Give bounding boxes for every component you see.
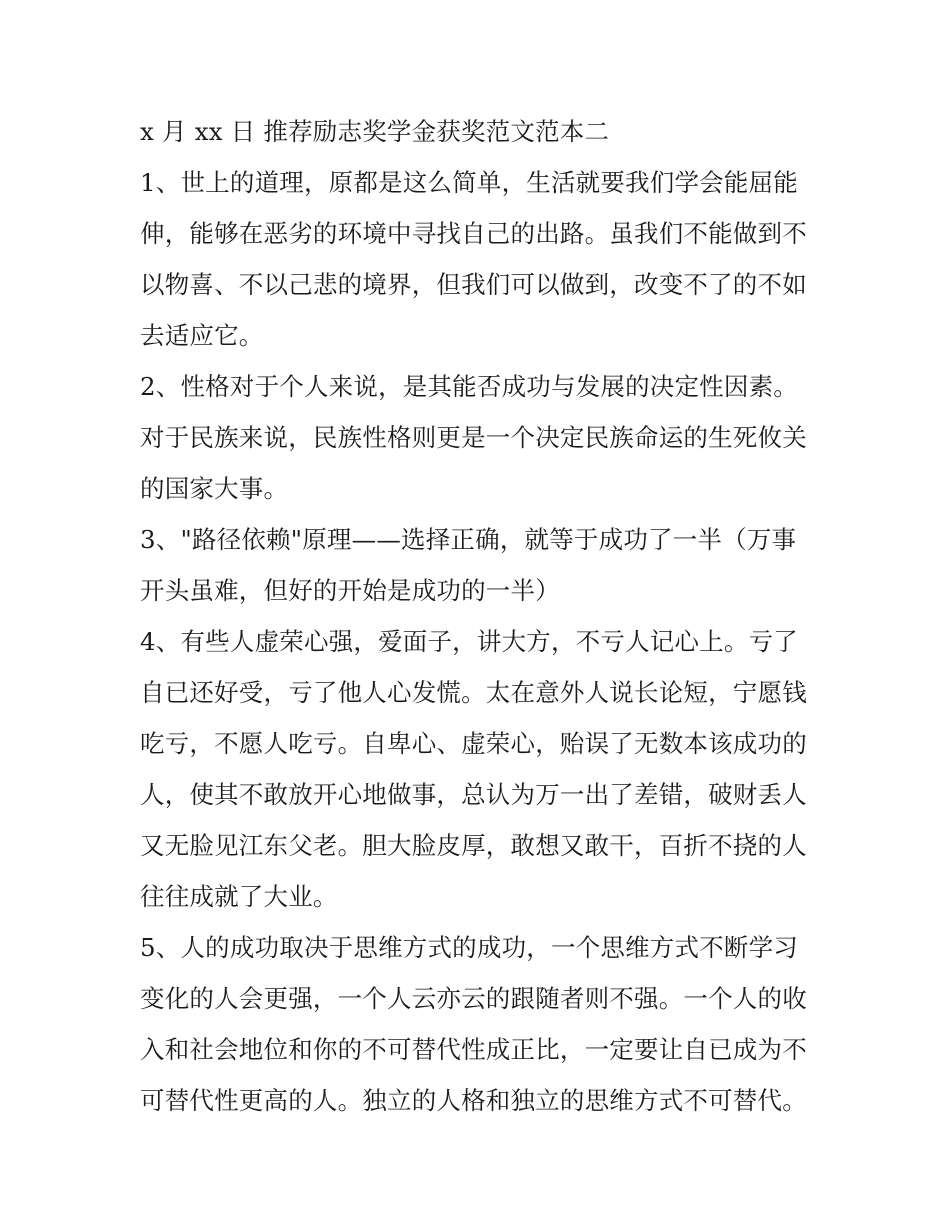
document-body	[140, 106, 820, 1126]
paragraph-2: 2、性格对于个人来说，是其能否成功与发展的决定性因素。对于民族来说，民族性格则更是一个决定民族命运的生死攸关的国家大事。	[140, 372, 807, 503]
document-title: x 月 xx 日 推荐励志奖学金获奖范文范本二	[140, 117, 610, 146]
paragraph-4: 4、有些人虚荣心强，爱面子，讲大方，不亏人记心上。亏了自已还好受，亏了他人心发慌。太在意外人说长论短，宁愿钱吃亏，不愿人吃亏。自卑心、虚荣心，贻误了无数本该成功的人，使其不敢放开心地做事，总认为万一出了差错，破财丢人又无脸见江东父老。胆大脸皮厚，敢想又敢干，百折不挠的人往往成就了大业。	[140, 627, 807, 911]
paragraph-5: 5、人的成功取决于思维方式的成功，一个思维方式不断学习变化的人会更强，一个人云亦云的跟随者则不强。一个人的收入和社会地位和你的不可替代性成正比，一定要让自已成为不可替代性更高的人。独立的人格和独立的思维方式不可替代。	[140, 933, 807, 1115]
paragraph-1: 1、世上的道理，原都是这么简单，生活就要我们学会能屈能伸，能够在恶劣的环境中寻找自己的出路。虽我们不能做到不以物喜、不以己悲的境界，但我们可以做到，改变不了的不如去适应它。	[140, 168, 807, 350]
paragraph-3: 3、"路径依赖"原理——选择正确，就等于成功了一半（万事开头虽难，但好的开始是成功的一半）	[140, 525, 797, 605]
